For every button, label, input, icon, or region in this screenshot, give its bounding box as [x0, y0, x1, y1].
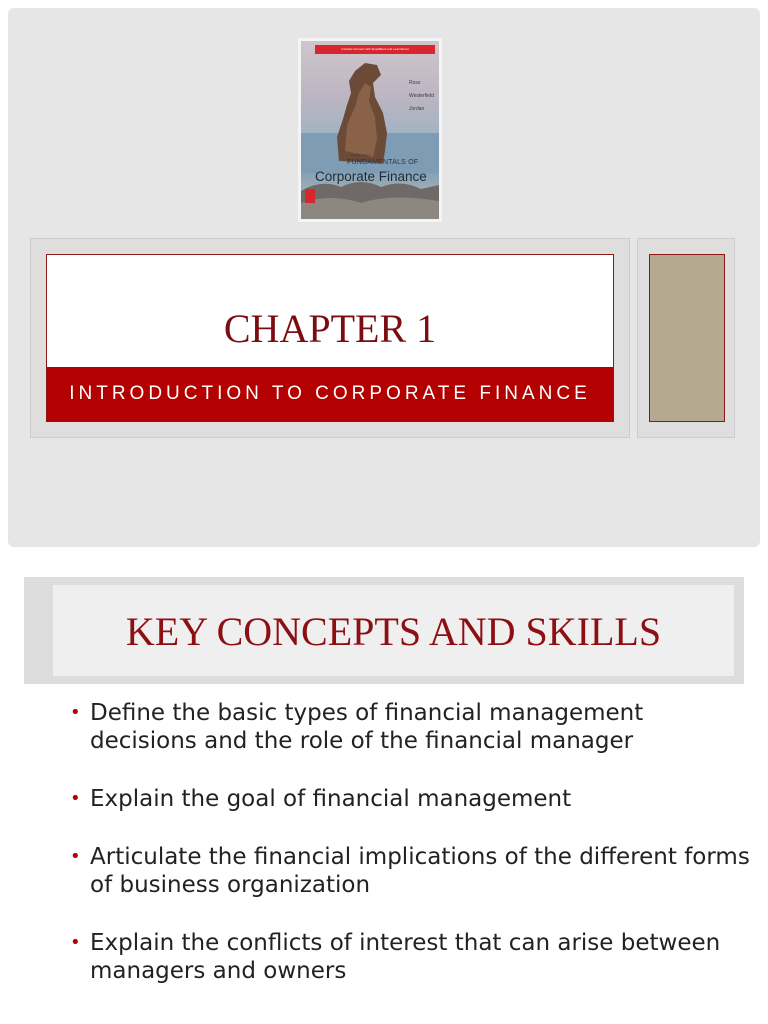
bullet-text: Explain the goal of financial management	[90, 786, 572, 812]
bullet-text: Define the basic types of financial management decisions and the role of the financial manager	[90, 700, 644, 754]
key-concepts-slide	[0, 555, 768, 1024]
side-accent-swatch	[649, 254, 725, 422]
title-panel	[30, 238, 630, 438]
bullet-icon: •	[70, 788, 81, 809]
bullet-item	[70, 785, 750, 813]
publisher-logo	[305, 189, 315, 203]
chapter-title: CHAPTER 1	[223, 306, 437, 351]
bullet-icon: •	[70, 846, 81, 867]
cover-edition: Twelfth Edition	[351, 153, 371, 157]
slide-title: KEY CONCEPTS AND SKILLS	[125, 609, 662, 654]
heading-box	[53, 585, 734, 676]
bullet-icon: •	[70, 932, 81, 953]
cover-top-banner: Includes Connect with SmartBook and LearnSmart	[315, 45, 435, 54]
cover-authors	[409, 77, 434, 116]
bullet-item	[70, 699, 750, 755]
title-box	[46, 254, 614, 422]
cover-series-title: FUNDAMENTALS OF	[347, 159, 419, 166]
heading-panel	[24, 577, 744, 684]
side-accent-panel	[637, 238, 735, 438]
book-cover-image	[298, 38, 442, 222]
title-slide	[8, 8, 760, 547]
chapter-subtitle: INTRODUCTION TO CORPORATE FINANCE	[47, 367, 613, 421]
bullet-icon: •	[70, 702, 81, 723]
cover-author: Westerfield	[409, 93, 434, 99]
bullet-item	[70, 843, 750, 899]
bullet-text: Explain the conflicts of interest that can arise between managers and owners	[90, 930, 721, 984]
cover-author: Jordan	[409, 106, 425, 112]
bullet-list	[70, 699, 750, 1015]
cover-author: Ross	[409, 80, 421, 86]
cover-book-title: Corporate Finance	[315, 169, 427, 184]
bullet-item	[70, 929, 750, 985]
sea-stack-rock-image	[301, 41, 439, 219]
bullet-text: Articulate the financial implications of the different forms of business organization	[90, 844, 750, 898]
